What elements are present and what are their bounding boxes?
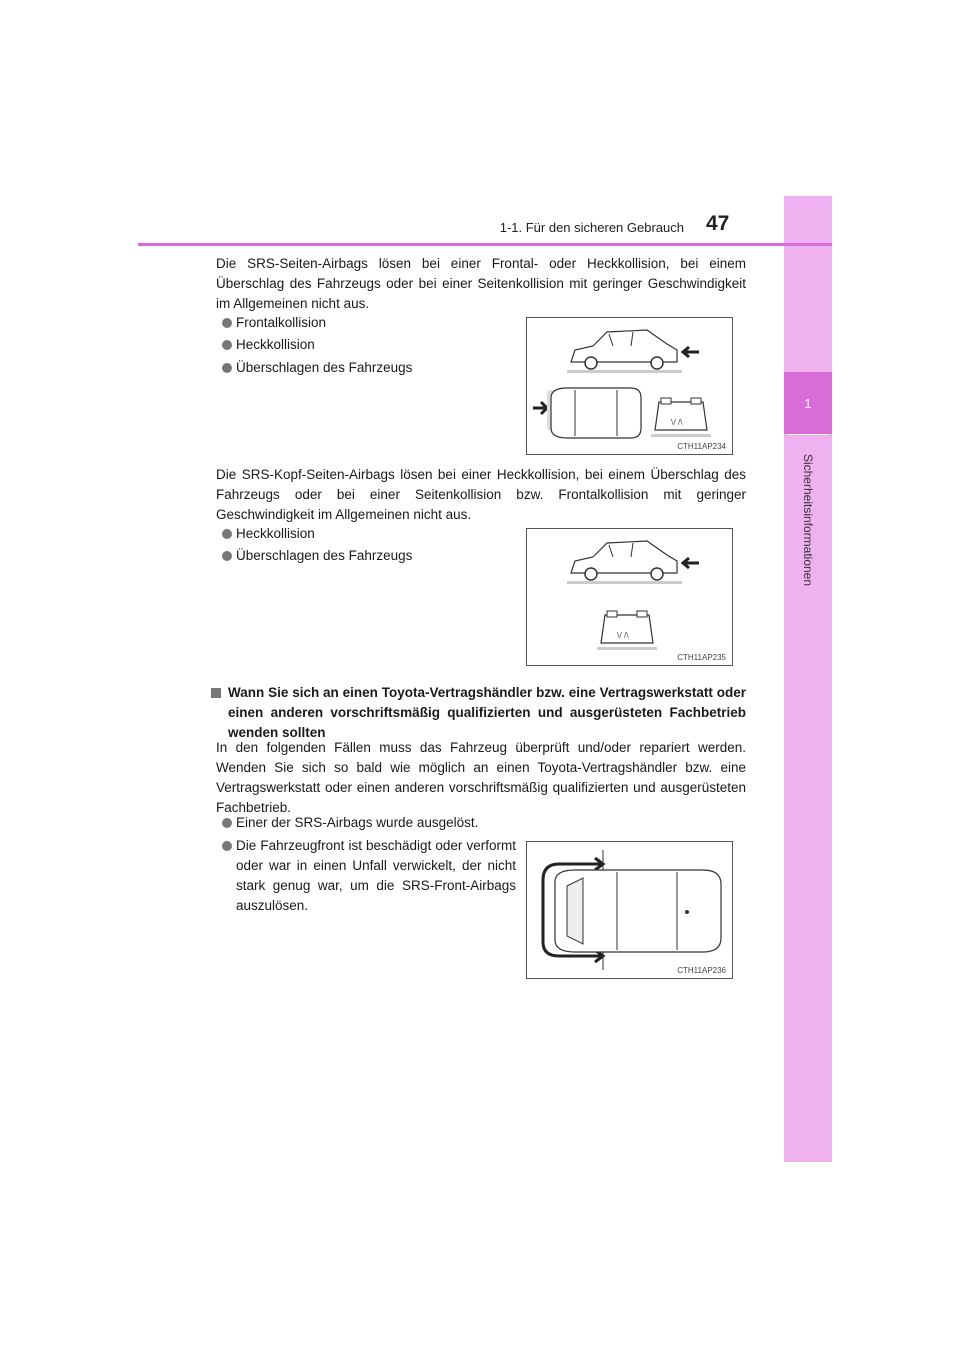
figure-code: CTH11AP234 (677, 442, 726, 451)
list-item: Überschlagen des Fahrzeugs (222, 546, 412, 566)
bullet-icon (222, 363, 232, 373)
bullet-icon (222, 318, 232, 328)
svg-text:\/ /\: \/ /\ (671, 418, 683, 426)
bullet-icon (222, 841, 232, 851)
svg-text:\/ /\: \/ /\ (617, 631, 629, 639)
list-item: Heckkollision (222, 524, 315, 544)
figure-front-damage (526, 841, 733, 979)
car-collision-illustration (527, 318, 734, 456)
dealer-heading: Wann Sie sich an einen Toyota-Vertragshändler bzw. eine Vertragswerkstatt oder einen anderen vorschriftsmäßig qualifizierten und ausgerüsteten Fachbetrieb wenden sollten (211, 683, 746, 743)
list-item: Einer der SRS-Airbags wurde ausgelöst. (222, 813, 522, 833)
curtain-airbags-intro: Die SRS-Kopf-Seiten-Airbags lösen bei einer Heckkollision, bei einem Überschlag des Fahrzeugs oder bei einer Seitenkollision bzw. Frontalkollision mit geringer Geschwindigkeit im Allgemeinen nicht aus. (216, 467, 746, 522)
header-rule (138, 243, 832, 246)
list-item: Frontalkollision (222, 313, 326, 333)
bullet-icon (222, 818, 232, 828)
figure-code: CTH11AP235 (677, 653, 726, 662)
heading-square-icon (211, 688, 221, 698)
chapter-number: 1 (804, 395, 812, 411)
car-top-view-illustration (527, 842, 734, 980)
section-title: 1-1. Für den sicheren Gebrauch (499, 220, 684, 235)
bullet-icon (222, 340, 232, 350)
list-item: Überschlagen des Fahrzeugs (222, 358, 412, 378)
figure-curtain-airbag-collisions (526, 528, 733, 666)
bullet-icon (222, 529, 232, 539)
bullet-icon (222, 551, 232, 561)
list-item: Die Fahrzeugfront ist beschädigt oder verformt oder war in einen Unfall verwickelt, der nicht stark genug war, um die SRS-Front-Airbags auszulösen. (222, 836, 516, 916)
page-number: 47 (706, 212, 730, 235)
side-airbags-intro: Die SRS-Seiten-Airbags lösen bei einer Frontal- oder Heckkollision, bei einem Überschlag des Fahrzeugs oder bei einer Seitenkollision mit geringer Geschwindigkeit im Allgemeinen nicht aus. (216, 256, 746, 311)
car-collision-illustration (527, 529, 734, 667)
list-item: Heckkollision (222, 335, 315, 355)
chapter-title: Sicherheitsinformationen (801, 453, 815, 587)
chapter-number-block (784, 372, 832, 434)
chapter-side-tab (784, 196, 832, 1162)
dealer-body: In den folgenden Fällen muss das Fahrzeug überprüft und/oder repariert werden. Wenden Sie sich so bald wie möglich an einen Toyota-Vertragshändler bzw. eine Vertragswerkstatt oder einen anderen vorschriftsmäßig qualifizierten und ausgerüsteten Fachbetrieb. (216, 740, 746, 815)
figure-code: CTH11AP236 (677, 966, 726, 975)
side-tab-divider (788, 434, 828, 435)
figure-side-airbag-collisions (526, 317, 733, 455)
